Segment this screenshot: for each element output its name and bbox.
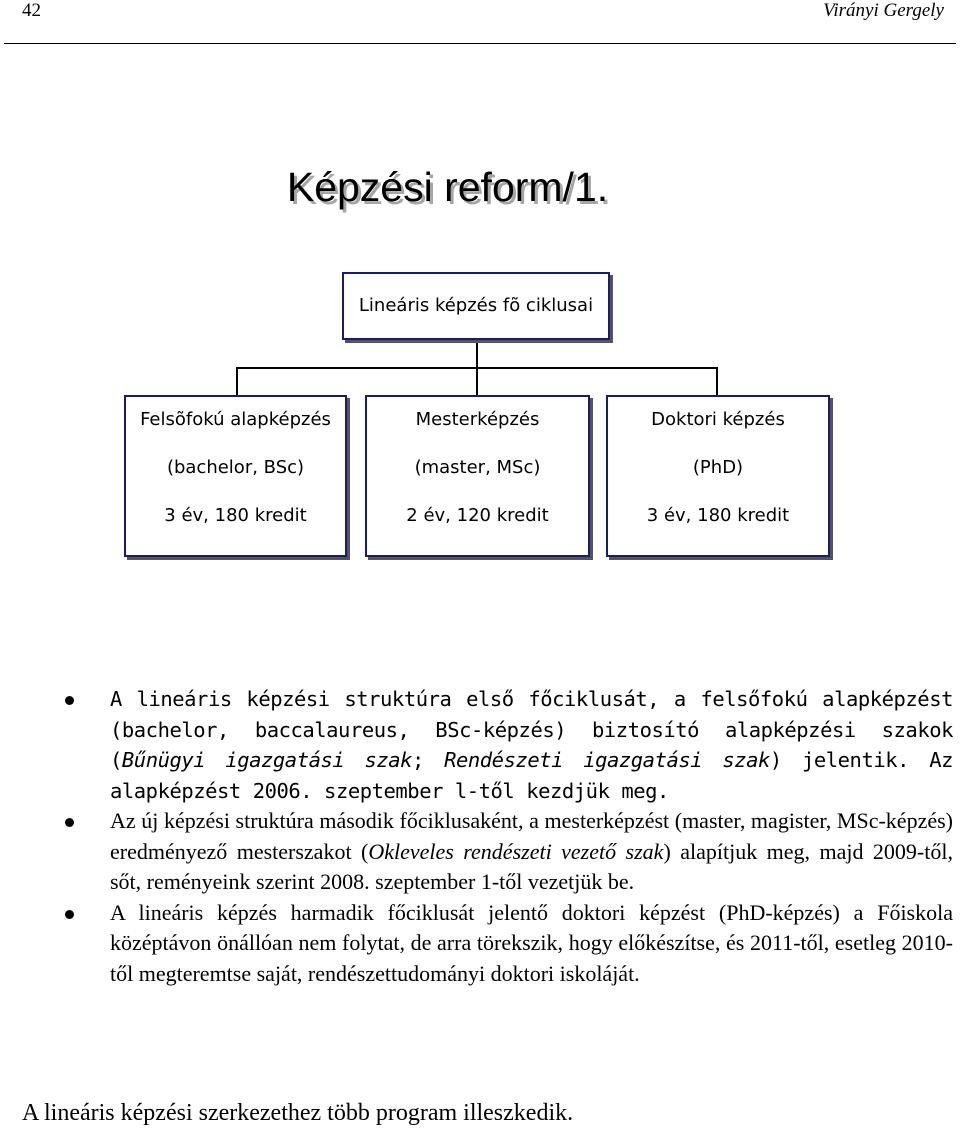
bullet-item-master bbox=[110, 806, 953, 898]
bullet-item-bachelor bbox=[110, 684, 953, 806]
slide-title: Képzési reform/1. bbox=[286, 164, 609, 210]
box-duration: 3 év, 180 kredit bbox=[646, 505, 790, 526]
bullet-text: Az új képzési struktúra második főciklusaként, a mesterképzést (master, magister, MSc-képzés) eredményező mesterszakot ( bbox=[110, 808, 953, 864]
bullet-text: A lineáris képzés harmadik főciklusát jelentő doktori képzést (PhD-képzés) a Főiskola középtávon önállóan nem folytat, de arra törekszik, hogy előkészítse, és 2011-től, esetleg 2010-től megteremtse saját, rendészettudományi doktori iskoláját. bbox=[110, 899, 953, 986]
bullet-italic-program: Okleveles rendészeti vezető szak bbox=[368, 838, 664, 864]
bullet-list bbox=[0, 684, 960, 989]
box-duration: 2 év, 120 kredit bbox=[406, 505, 549, 526]
page-number: 42 bbox=[22, 0, 41, 21]
box-degree: (master, MSc) bbox=[414, 457, 541, 478]
box-name: Felsõfokú alapképzés bbox=[140, 409, 331, 430]
box-degree: (bachelor, BSc) bbox=[166, 457, 305, 478]
diagram-box-bachelor bbox=[124, 395, 347, 557]
closing-sentence: A lineáris képzési szerkezethez több program illeszkedik. bbox=[22, 1100, 574, 1126]
box-name: Mesterképzés bbox=[415, 409, 540, 430]
diagram-root-box: Lineáris képzés fõ ciklusai bbox=[342, 272, 610, 340]
bullet-text: ) jelentik. Az alapképzést 2006. szeptember l-től kezdjük meg. bbox=[110, 748, 953, 803]
connector-stem-bsc bbox=[236, 367, 238, 395]
bullet-text: A lineáris képzési struktúra első főciklusát, a felsőfokú alapképzést (bachelor, baccalaureus, BSc-képzés) biztosító alapképzési szakok ( bbox=[110, 687, 953, 772]
connector-stem-msc bbox=[476, 367, 478, 395]
box-degree: (PhD) bbox=[692, 457, 744, 478]
running-author: Virányi Gergely bbox=[823, 0, 944, 21]
box-duration: 3 év, 180 kredit bbox=[164, 505, 307, 526]
bullet-text: ; bbox=[412, 748, 445, 772]
diagram-box-master bbox=[365, 395, 590, 557]
diagram-box-doctoral bbox=[606, 395, 830, 557]
box-name: Doktori képzés bbox=[651, 409, 785, 430]
bullet-text: ) alapítjuk meg, majd 2009-től, sőt, reményeink szerint 2008. szeptember 1-től vezetjük be. bbox=[110, 838, 953, 894]
bullet-item-doctoral bbox=[110, 898, 953, 990]
connector-stem-phd bbox=[716, 367, 718, 395]
bullet-italic-program: Rendészeti igazgatási szak bbox=[444, 748, 770, 772]
connector-root-stem bbox=[476, 340, 478, 368]
bullet-italic-program: Bűnügyi igazgatási szak bbox=[121, 748, 413, 772]
